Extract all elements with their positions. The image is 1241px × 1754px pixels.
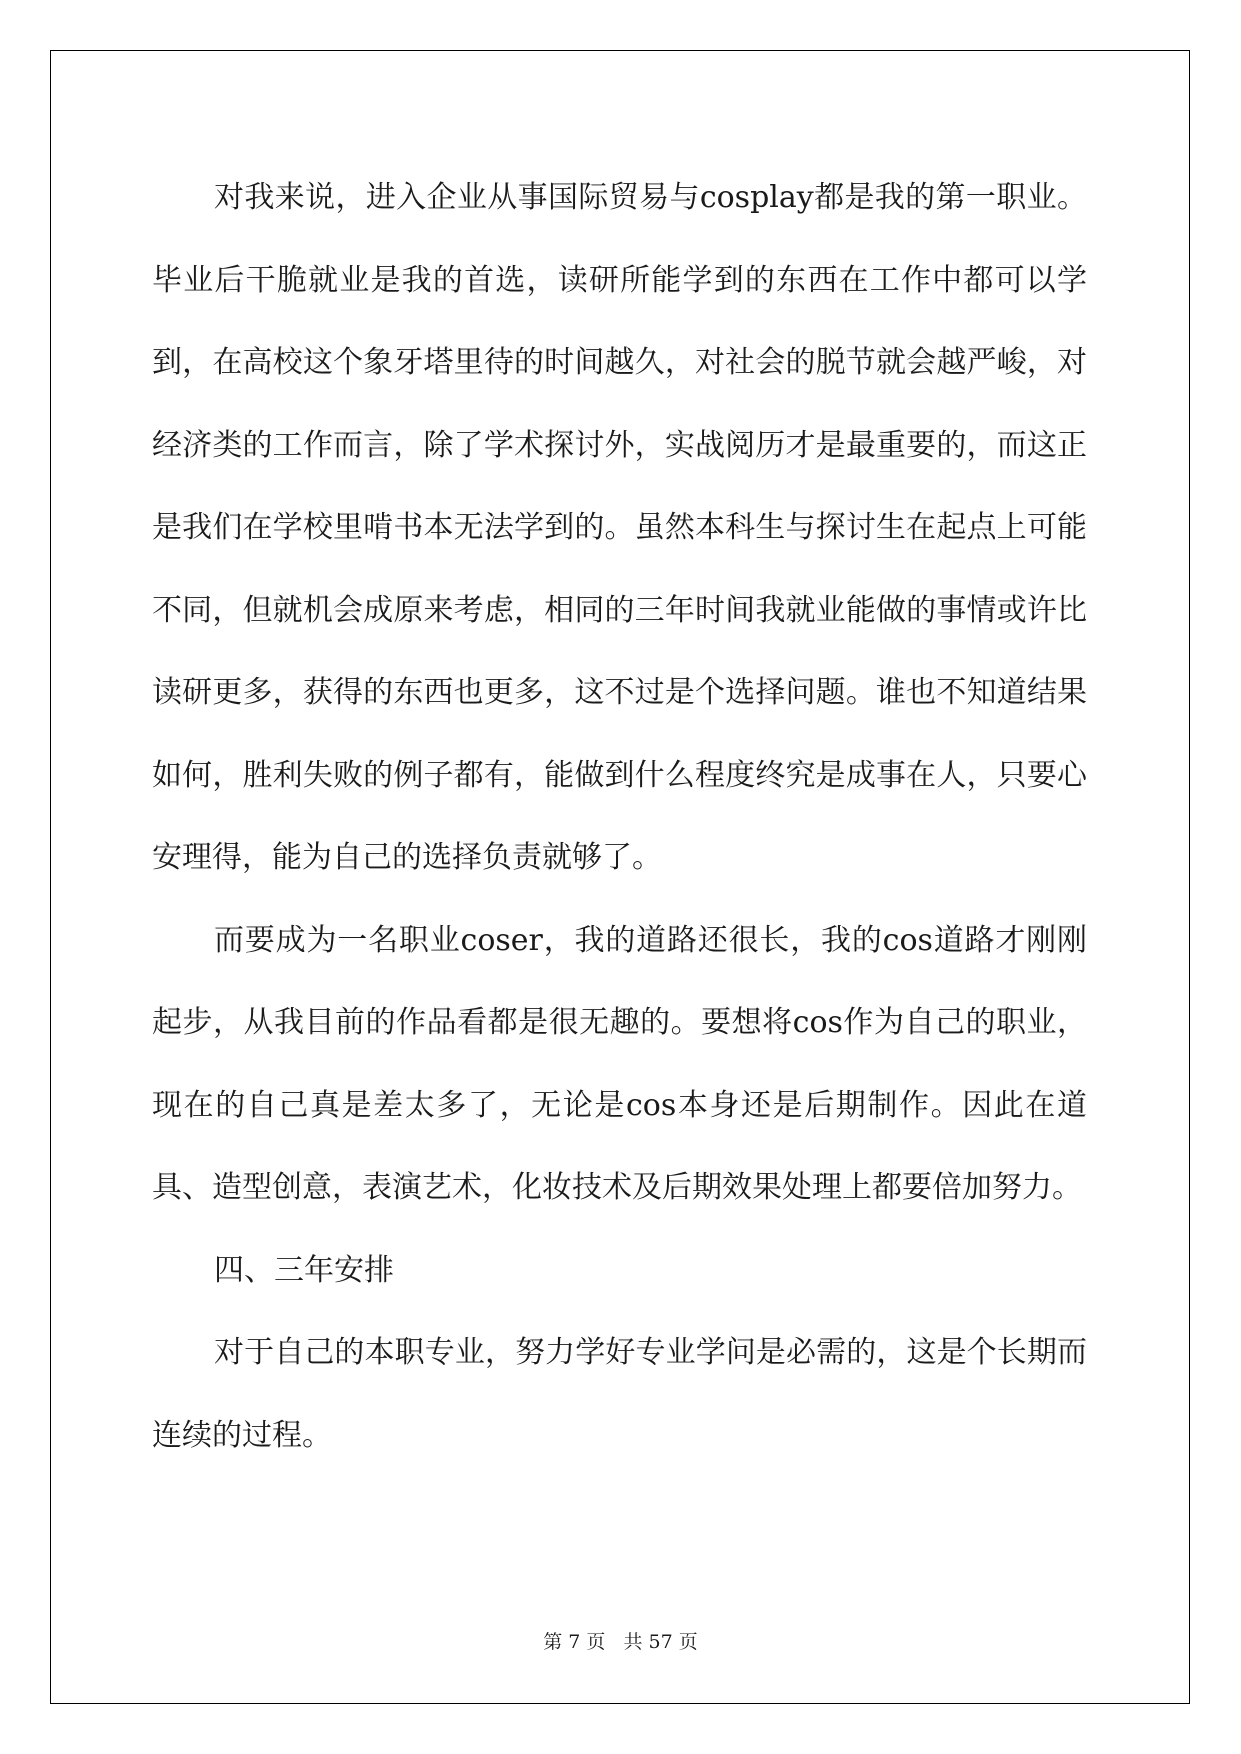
paragraph-coser-goal: 而要成为一名职业coser，我的道路还很长，我的cos道路才刚刚起步，从我目前的作品看都是很无趣的。要想将cos作为自己的职业，现在的自己真是差太多了，无论是cos本身还是后期制作。因此在道具、造型创意，表演艺术，化妆技术及后期效果处理上都要倍加努力。 <box>152 922 1087 1205</box>
document-body <box>152 157 1087 1477</box>
paragraph-career-choice: 对我来说，进入企业从事国际贸易与cosplay都是我的第一职业。毕业后干脆就业是我的首选，读研所能学到的东西在工作中都可以学到，在高校这个象牙塔里待的时间越久，对社会的脱节就会越严峻，对经济类的工作而言，除了学术探讨外，实战阅历才是最重要的，而这正是我们在学校里啃书本无法学到的。虽然本科生与探讨生在起点上可能不同，但就机会成原来考虑，相同的三年时间我就业能做的事情或许比读研更多，获得的东西也更多，这不过是个选择问题。谁也不知道结果如何，胜利失败的例子都有，能做到什么程度终究是成事在人，只要心安理得，能为自己的选择负责就够了。 <box>152 180 1087 875</box>
section-heading-three-year-plan: 四、三年安排 <box>214 1252 394 1288</box>
page-number-footer: 第 7 页 共 57 页 <box>543 1631 698 1653</box>
paragraph-major-study: 对于自己的本职专业，努力学好专业学问是必需的，这是个长期而连续的过程。 <box>152 1335 1087 1453</box>
